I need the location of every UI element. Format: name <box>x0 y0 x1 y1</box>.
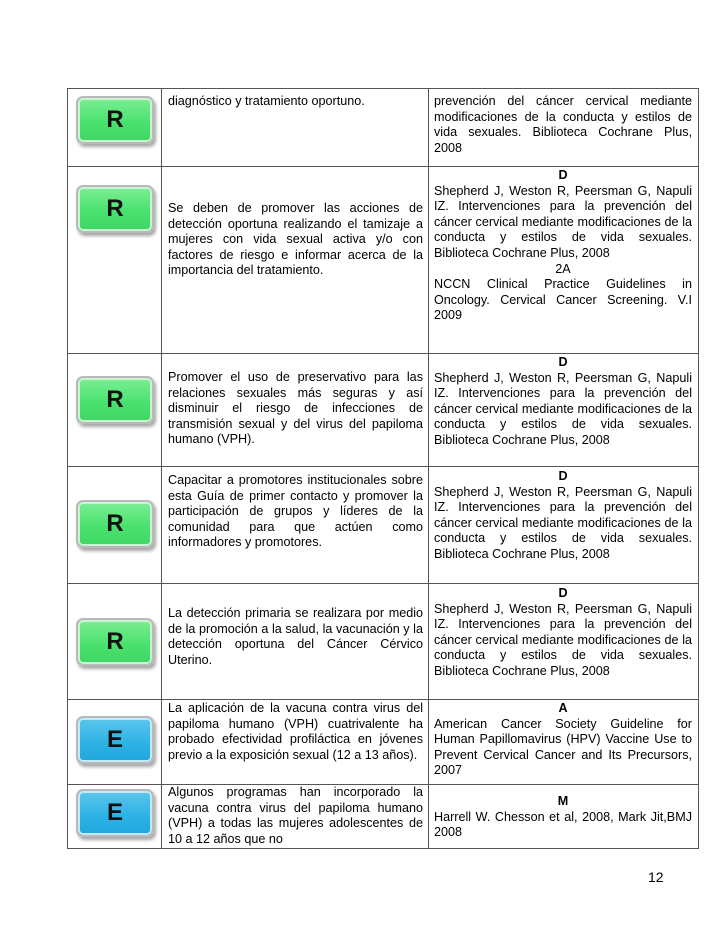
evidence-grade: D <box>558 469 568 483</box>
table-row <box>68 584 699 700</box>
table-row <box>68 467 699 584</box>
evidence-text: American Cancer Society Guideline for Human Papillomavirus (HPV) Vaccine Use to Prevent Cervical Cancer and Its Precursors, 2007 <box>434 716 692 778</box>
evidence-grade: D <box>558 586 568 600</box>
evidence-cell <box>429 467 699 583</box>
recommendation-text: Se deben de promover las acciones de detección oportuna realizando el tamizaje a mujeres con vida sexual activa y/o con factores de riesgo e informar acerca de la importancia del tratamiento. <box>168 201 423 278</box>
recommendation-text: Algunos programas han incorporado la vacuna contra virus del papiloma humano (VPH) a todas las mujeres adolescentes de 10 a 12 años que no <box>168 785 423 846</box>
evidence-cell <box>429 167 699 353</box>
evidence-level: 2A <box>555 261 571 276</box>
recommendation-cell <box>162 700 429 784</box>
level-cell <box>68 700 162 784</box>
recommendation-text: La aplicación de la vacuna contra virus del papiloma humano (VPH) cuatrivalente ha probado efectividad profiláctica en jóvenes previo a la exposición sexual (12 a 13 años). <box>168 701 423 762</box>
recommendation-text: Capacitar a promotores institucionales sobre esta Guía de primer contacto y promover la participación de grupos y líderes de la comunidad para que actúen como informadores y promotores. <box>168 473 423 550</box>
level-cell <box>68 785 162 848</box>
table-row <box>68 354 699 467</box>
recommendation-text: La detección primaria se realizara por medio de la promoción a la salud, la vacunación y la detección oportuna del Cáncer Cérvico Uterino. <box>168 606 423 667</box>
evidence-grade: A <box>558 701 568 715</box>
level-cell <box>68 89 162 166</box>
recommendation-badge: R <box>76 96 154 144</box>
level-cell <box>68 584 162 699</box>
evidence-badge: E <box>76 789 154 837</box>
evidence-text: Shepherd J, Weston R, Peersman G, Napuli IZ. Intervenciones para la prevención del cáncer cervical mediante modificaciones de la conducta y estilos de vida sexuales. Biblioteca Cochrane Plus, 2008 <box>434 183 692 260</box>
table-row <box>68 167 699 354</box>
evidence-cell <box>429 354 699 466</box>
evidence-cell <box>429 785 699 848</box>
evidence-text: Shepherd J, Weston R, Peersman G, Napuli IZ. Intervenciones para la prevención del cáncer cervical mediante modificaciones de la conducta y estilos de vida sexuales. Biblioteca Cochrane Plus, 2008 <box>434 601 692 678</box>
evidence-text: prevención del cáncer cervical mediante modificaciones de la conducta y estilos de vida sexuales. Biblioteca Cochrane Plus, 2008 <box>434 94 692 155</box>
evidence-text: Shepherd J, Weston R, Peersman G, Napuli IZ. Intervenciones para la prevención del cáncer cervical mediante modificaciones de la conducta y estilos de vida sexuales. Biblioteca Cochrane Plus, 2008 <box>434 370 692 447</box>
evidence-badge: E <box>76 716 154 764</box>
recommendation-cell <box>162 89 429 166</box>
page-number: 12 <box>648 869 664 885</box>
recommendation-badge: R <box>76 376 154 424</box>
table-row <box>68 785 699 849</box>
evidence-text: Shepherd J, Weston R, Peersman G, Napuli IZ. Intervenciones para la prevención del cáncer cervical mediante modificaciones de la conducta y estilos de vida sexuales. Biblioteca Cochrane Plus, 2008 <box>434 484 692 561</box>
evidence-text-2: NCCN Clinical Practice Guidelines in Oncology. Cervical Cancer Screening. V.I 2009 <box>434 277 692 323</box>
level-cell <box>68 167 162 353</box>
level-cell <box>68 467 162 583</box>
recommendation-cell <box>162 354 429 466</box>
recommendation-badge: R <box>76 500 154 548</box>
recommendation-badge: R <box>76 618 154 666</box>
recommendation-cell <box>162 167 429 353</box>
evidence-table <box>67 88 699 849</box>
recommendation-text: Promover el uso de preservativo para las relaciones sexuales más seguras y así disminuir el riesgo de infecciones de transmisión sexual y del virus del papiloma humano (VPH). <box>168 370 423 447</box>
evidence-cell <box>429 700 699 784</box>
evidence-cell <box>429 584 699 699</box>
evidence-text: Harrell W. Chesson et al, 2008, Mark Jit,BMJ 2008 <box>434 809 692 840</box>
recommendation-cell <box>162 467 429 583</box>
evidence-grade: D <box>558 355 568 369</box>
table-row <box>68 89 699 167</box>
recommendation-badge: R <box>76 185 154 233</box>
evidence-grade: D <box>558 168 568 182</box>
evidence-cell <box>429 89 699 166</box>
level-cell <box>68 354 162 466</box>
recommendation-cell <box>162 785 429 848</box>
recommendation-cell <box>162 584 429 699</box>
evidence-grade: M <box>557 794 569 808</box>
table-row <box>68 700 699 785</box>
recommendation-text: diagnóstico y tratamiento oportuno. <box>168 94 365 108</box>
